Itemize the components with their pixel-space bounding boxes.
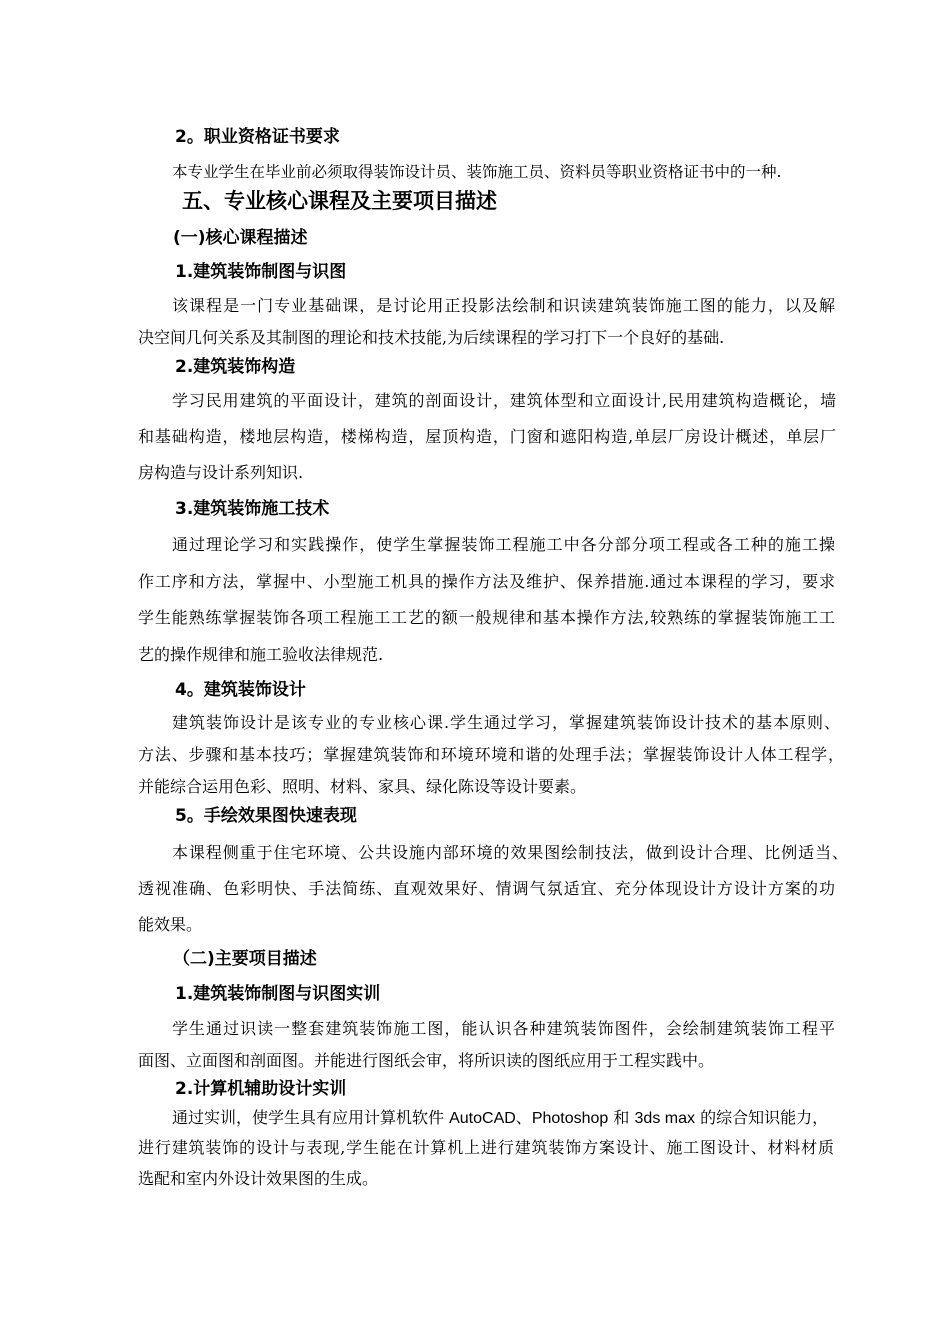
paragraph-line: 建筑装饰设计是该专业的专业核心课.学生通过学习，掌握建筑装饰设计技术的基本原则、 <box>172 713 840 732</box>
paragraph-line: 决空间几何关系及其制图的理论和技术技能,为后续课程的学习打下一个良好的基础. <box>138 328 725 347</box>
paragraph-line: 进行建筑装饰的设计与表现,学生能在计算机上进行建筑装饰方案设计、施工图设计、材料材质 <box>138 1138 834 1157</box>
paragraph-line: 学生通过识读一整套建筑装饰施工图，能认识各种建筑装饰图件，会绘制建筑装饰工程平 <box>172 1019 835 1038</box>
paragraph-line: 能效果。 <box>138 915 203 934</box>
paragraph-line: 选配和室内外设计效果图的生成。 <box>138 1169 379 1188</box>
course-heading-construction: 2.建筑装饰构造 <box>175 357 296 377</box>
paragraph-line: 作工序和方法，掌握中、小型施工机具的操作方法及维护、保养措施.通过本课程的学习，要求 <box>138 572 835 591</box>
course-heading-techniques: 3.建筑装饰施工技术 <box>175 499 330 519</box>
paragraph-line: 方法、步骤和基本技巧；掌握建筑装饰和环境环境和谐的处理手法；掌握装饰设计人体工程学， <box>138 745 844 764</box>
paragraph-line: 透视准确、色彩明快、手法简练、直观效果好、情调气氛适宜、充分体现设计方设计方案的功 <box>138 879 835 898</box>
software-name: AutoCAD <box>449 1110 516 1127</box>
paragraph-line <box>172 1106 828 1131</box>
course-heading-design: 4。建筑装饰设计 <box>175 680 306 700</box>
paragraph-line: 本专业学生在毕业前必须取得装饰设计员、装饰施工员、资料员等职业资格证书中的一种. <box>172 163 782 181</box>
paragraph-text: 、 <box>515 1108 532 1127</box>
paragraph-text: 和 <box>608 1108 635 1127</box>
paragraph-line: 房构造与设计系列知识. <box>138 463 304 482</box>
project-heading-cad-training: 2.计算机辅助设计实训 <box>175 1079 347 1099</box>
course-heading-sketching: 5。手绘效果图快速表现 <box>175 806 357 826</box>
chapter-heading-core-courses: 五、专业核心课程及主要项目描述 <box>182 189 497 213</box>
paragraph-line: 艺的操作规律和施工验收法律规范. <box>138 645 384 664</box>
course-heading-drawing: 1.建筑装饰制图与识图 <box>175 262 347 282</box>
project-heading-drawing-training: 1.建筑装饰制图与识图实训 <box>175 984 381 1004</box>
software-name: Photoshop <box>531 1110 609 1127</box>
paragraph-text: 的综合知识能力， <box>694 1108 829 1127</box>
paragraph-line: 通过理论学习和实践操作，使学生掌握装饰工程施工中各分部分项工程或各工种的施工操 <box>172 535 835 554</box>
section-heading-certificates: 2。职业资格证书要求 <box>175 127 340 147</box>
paragraph-line: 该课程是一门专业基础课，是讨论用正投影法绘制和识读建筑装饰施工图的能力，以及解 <box>172 296 835 315</box>
software-name: 3ds max <box>634 1110 695 1127</box>
paragraph-line: 和基础构造，楼地层构造，楼梯构造，屋顶构造，门窗和遮阳构造,单层厂房设计概述，单层厂 <box>138 427 836 446</box>
paragraph-line: 学习民用建筑的平面设计，建筑的剖面设计，建筑体型和立面设计,民用建筑构造概论，墙 <box>172 391 836 410</box>
paragraph-line: 并能综合运用色彩、照明、材料、家具、绿化陈设等设计要素。 <box>138 777 587 796</box>
subsection-heading-projects: （二)主要项目描述 <box>173 949 317 969</box>
subsection-heading-core-courses: (一)核心课程描述 <box>173 228 308 248</box>
paragraph-line: 学生能熟练掌握装饰各项工程施工工艺的额一般规律和基本操作方法,较熟练的掌握装饰施工工 <box>138 608 835 627</box>
paragraph-line: 面图、立面图和剖面图。并能进行图纸会审，将所识读的图纸应用于工程实践中。 <box>138 1051 715 1070</box>
paragraph-line: 本课程侧重于住宅环境、公共设施内部环境的效果图绘制技法，做到设计合理、比例适当、 <box>172 843 848 862</box>
paragraph-text: 通过实训，使学生具有应用计算机软件 <box>172 1108 450 1127</box>
